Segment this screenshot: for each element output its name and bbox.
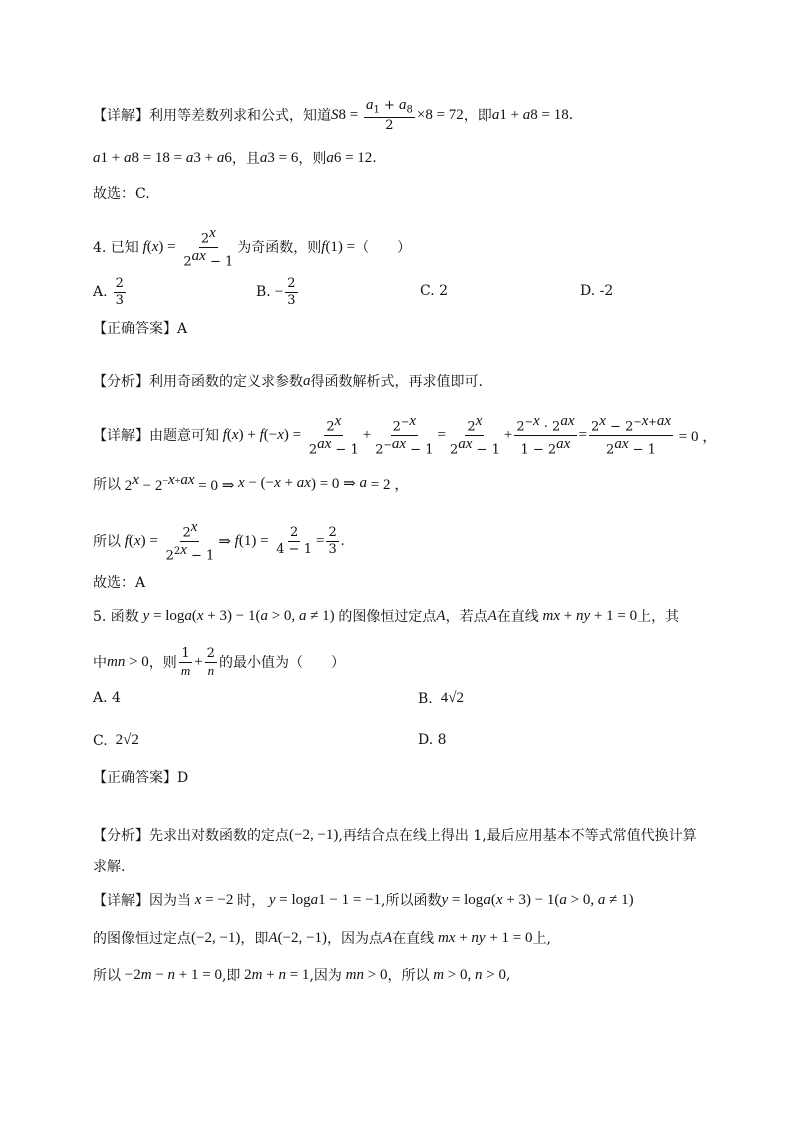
q5-option-a: A. 4 [93, 690, 121, 706]
q5-analysis-2: 求解. [93, 859, 126, 875]
q4-analysis: 【分析】利用奇函数的定义求参数 a 得函数解析式，再求值即可. [93, 372, 483, 390]
choose-line: 故选：C. [93, 186, 150, 202]
q4-so-2: 所以 f ( x ) = $\frac{2^x}{2^{2x} - 1}$ ⇒ f (1) = $\frac{2}{4 - 1}$ = $\frac{2}{3}$ . [93, 519, 345, 564]
q4-option-b: B. − $\frac{2}{3}$ [256, 276, 296, 308]
q4-so-1: 所以 $2^x - 2^{-x+ax} = 0$ ⇒ x − (− x + ax ) = 0 ⇒ a = 2 ， [93, 472, 410, 494]
q5-analysis: 【分析】先求出对数函数的定点 (−2, −1) ,再结合点在线上得出 1,最后应用基本不等式常值代换计算 [93, 826, 697, 844]
q5-option-c: C. 2√2 [93, 732, 139, 749]
fraction: $\frac{2}{3}$ [115, 276, 124, 308]
q5-option-b: B. 4√2 [418, 690, 464, 707]
q4-choose: 故选：A [93, 575, 146, 591]
q4-option-d: D. -2 [580, 283, 614, 299]
q4-detail: 【详解】由题意可知 f ( x ) + f (− x ) = $\frac{2^x}{2^{ax} - 1}$ + $\frac{2^{-x}}{2^{-ax} - 1}$ = $\frac{2^x}{2^{ax} - 1}$ + $\frac{2^{-x} \cdot 2^{ax}}{1 - 2^{ax}}$ = $\frac{2^x - 2^{-x+ax}}{2^{ax} - 1}$ = 0 ， [93, 413, 718, 458]
detail-label: 【详解】利用等差数列求和公式，知道 [93, 108, 331, 125]
q4-option-c: C. 2 [420, 283, 449, 299]
q5-detail-3: 所以 −2 m − n + 1 = 0 ,即 2 m + n = 1 ,因为 mn > 0 ，所以 m > 0, n > 0 , [93, 966, 511, 984]
question-4: 4. 已知 f ( x ) = $\frac{2^x}{2^{ax} - 1}$ 为奇函数，则 f (1) = （ ） [93, 225, 412, 270]
q4-answer: 【正确答案】A [93, 321, 188, 337]
detail-line-1: 【详解】利用等差数列求和公式，知道 S 8 = $\frac{a_1 + a_8}{2}$ ×8 = 72 ，即 a 1 + a 8 = 18 . [93, 97, 574, 134]
detail-line-2: a 1 + a 8 = 18 = a 3 + a 6 ，且 a 3 = 6 ，则 a 6 = 12 . [93, 149, 377, 167]
fraction: $\frac{a_1 + a_8}{2}$ [365, 97, 413, 134]
q4-option-a: A. $\frac{2}{3}$ [93, 276, 124, 308]
q5-detail: 【详解】因为当 x = −2 时， y = log a 1 − 1 = −1 ,所以函数 y = log a ( x + 3) − 1( a > 0, a ≠ 1) [93, 891, 634, 909]
fraction: $\frac{2^x}{2^{ax} - 1}$ [183, 225, 234, 270]
question-5: 5. 函数 y = log a ( x + 3) − 1( a > 0, a ≠ 1) 的图像恒过定点 A ，若点 A 在直线 mx + ny + 1 = 0 上，其 [93, 607, 680, 625]
q5-detail-2: 的图像恒过定点 (−2, −1) ，即 A (−2, −1) ，因为点 A 在直线 mx + ny + 1 = 0 上, [93, 929, 551, 947]
fraction: $\frac{2}{3}$ [287, 276, 296, 308]
q5-answer: 【正确答案】D [93, 770, 189, 786]
question-5-line-2: 中 mn > 0 ，则 $\frac{1}{m}$ + $\frac{2}{n}$ 的最小值为（ ） [93, 646, 345, 678]
q5-option-d: D. 8 [418, 732, 447, 748]
